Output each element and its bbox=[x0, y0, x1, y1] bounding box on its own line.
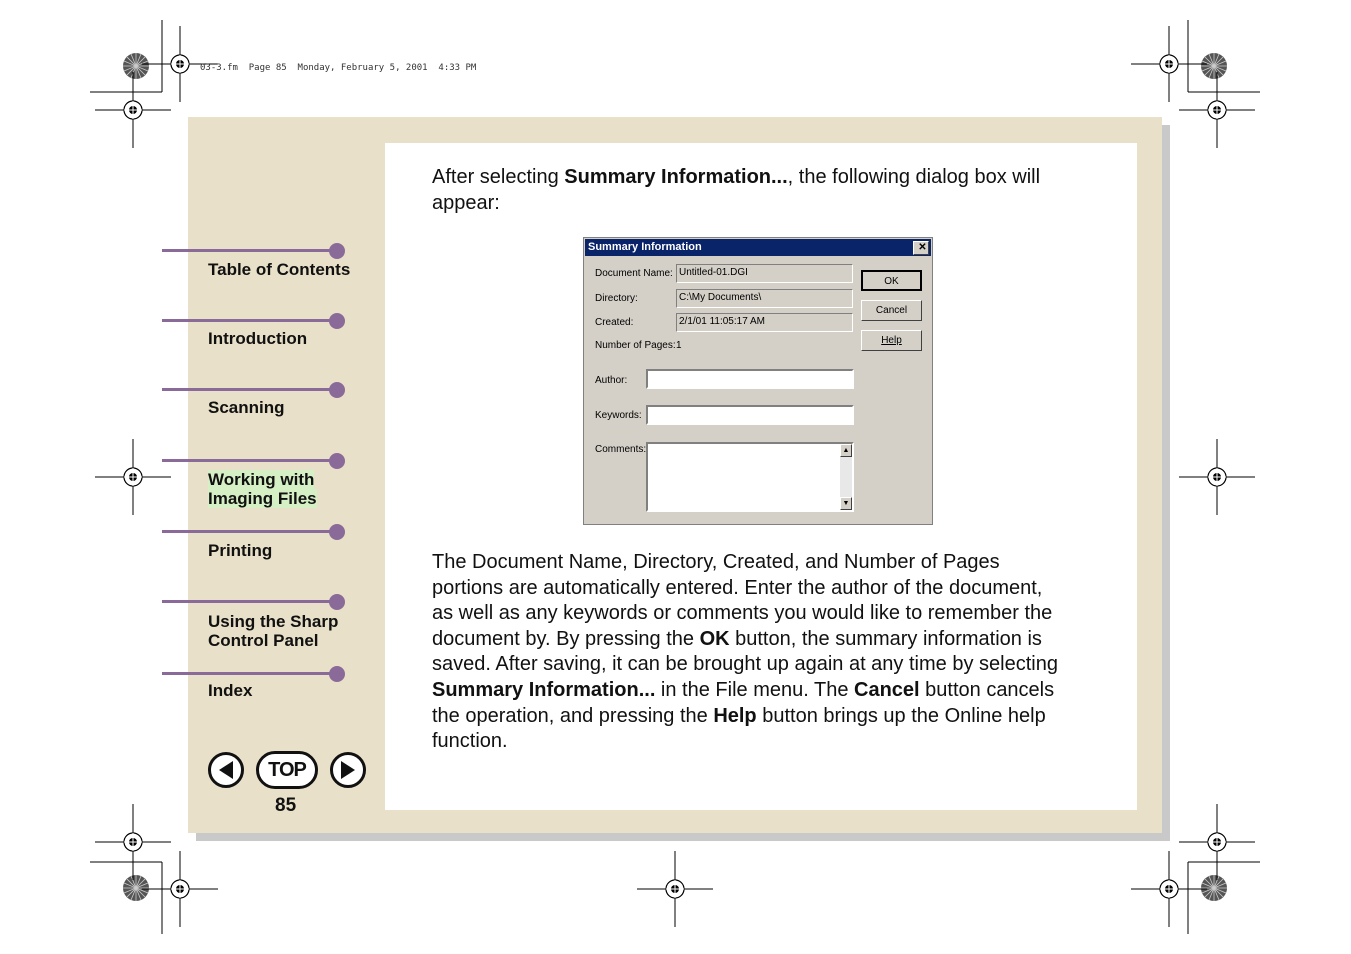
nav-line bbox=[162, 459, 337, 462]
nav-line bbox=[162, 600, 337, 603]
nav-item-working-with-imaging-files[interactable]: Working with Imaging Files bbox=[208, 470, 317, 508]
help-button[interactable]: Help bbox=[861, 330, 922, 351]
nav-line bbox=[162, 319, 337, 322]
close-icon[interactable]: ✕ bbox=[913, 241, 929, 255]
nav-item-introduction[interactable]: Introduction bbox=[208, 329, 308, 348]
intro-paragraph: After selecting Summary Information..., the following dialog box will appear: bbox=[432, 166, 1041, 214]
created-field: 2/1/01 11:05:17 AM bbox=[676, 313, 853, 332]
document-name-label: Document Name: bbox=[595, 268, 673, 279]
print-header: 03-3.fm Page 85 Monday, February 5, 2001 4:33 PM bbox=[200, 63, 477, 73]
left-arrow-icon bbox=[211, 755, 241, 785]
directory-field: C:\My Documents\ bbox=[676, 289, 853, 308]
keywords-input[interactable] bbox=[646, 405, 854, 425]
number-of-pages-value: 1 bbox=[676, 340, 682, 351]
nav-item-scanning[interactable]: Scanning bbox=[208, 398, 285, 417]
prev-page-button[interactable] bbox=[208, 752, 244, 788]
page-number: 85 bbox=[275, 795, 297, 816]
comments-label: Comments: bbox=[595, 444, 647, 455]
ok-button[interactable]: OK bbox=[861, 270, 922, 291]
dialog-title-bar: Summary Information ✕ bbox=[585, 239, 931, 256]
nav-dot bbox=[329, 666, 345, 682]
body-paragraph: The Document Name, Directory, Created, and Number of Pages portions are automatically entered. Enter the author of the document, as well as any keywords or comments you would like to remember the document by. By pressing the OK button, the summary information is saved. After saving, it can be brought up again at any time by selecting Summary Information... in the File menu. The Cancel button cancels the operation, and pressing the Help button brings up the Online help function. bbox=[432, 551, 1058, 753]
number-of-pages-label: Number of Pages: bbox=[595, 340, 676, 351]
nav-item-using-the-sharp-control-panel[interactable]: Using the Sharp Control Panel bbox=[208, 612, 339, 650]
nav-item-printing[interactable]: Printing bbox=[208, 541, 273, 560]
nav-dot bbox=[329, 524, 345, 540]
nav-dot bbox=[329, 313, 345, 329]
nav-dot bbox=[329, 453, 345, 469]
created-label: Created: bbox=[595, 317, 634, 328]
nav-line bbox=[162, 672, 337, 675]
top-button[interactable]: TOP bbox=[256, 751, 318, 789]
nav-line bbox=[162, 249, 337, 252]
nav-line bbox=[162, 530, 337, 533]
nav-item-index[interactable]: Index bbox=[208, 681, 253, 700]
comments-textarea[interactable] bbox=[646, 442, 854, 512]
keywords-label: Keywords: bbox=[595, 410, 642, 421]
nav-dot bbox=[329, 382, 345, 398]
author-input[interactable] bbox=[646, 369, 854, 389]
scroll-down-arrow-icon[interactable]: ▼ bbox=[840, 497, 852, 510]
directory-label: Directory: bbox=[595, 293, 638, 304]
nav-dot bbox=[329, 594, 345, 610]
right-arrow-icon bbox=[333, 755, 363, 785]
cancel-button[interactable]: Cancel bbox=[861, 300, 922, 321]
nav-line bbox=[162, 388, 337, 391]
author-label: Author: bbox=[595, 375, 628, 386]
summary-information-dialog bbox=[583, 237, 933, 525]
nav-item-table-of-contents[interactable]: Table of Contents bbox=[208, 260, 351, 279]
scroll-up-arrow-icon[interactable]: ▲ bbox=[840, 444, 852, 457]
next-page-button[interactable] bbox=[330, 752, 366, 788]
nav-dot bbox=[329, 243, 345, 259]
document-name-field: Untitled-01.DGI bbox=[676, 264, 853, 283]
